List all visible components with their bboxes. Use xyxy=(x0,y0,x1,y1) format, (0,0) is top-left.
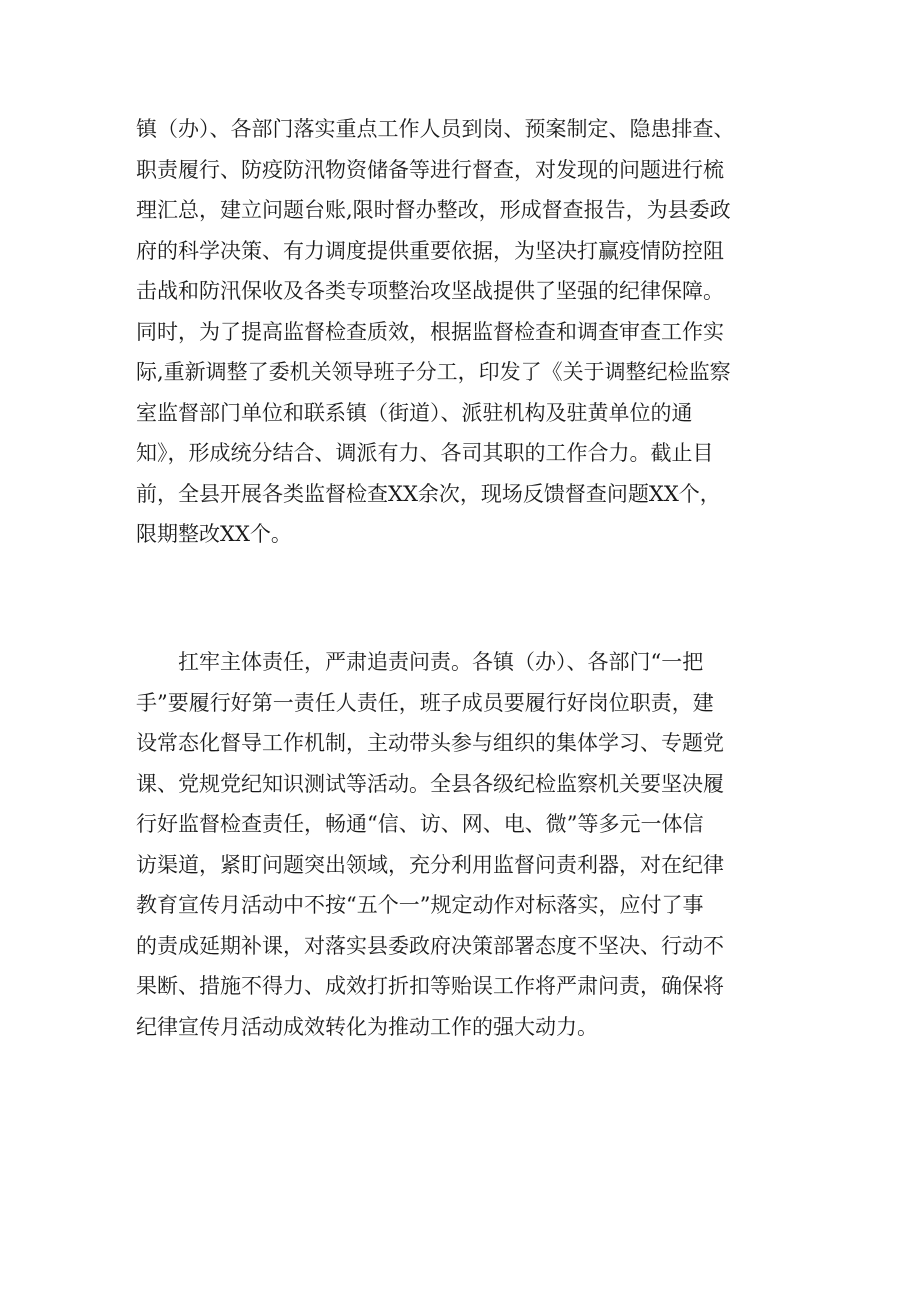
body-paragraph-2 xyxy=(136,642,786,1047)
paragraph-line: 纪律宣传月活动成效转化为推动工作的强大动力。 xyxy=(136,1014,598,1039)
paragraph-line: 的责成延期补课，对落实县委政府决策部署态度不坚决、行动不 xyxy=(136,933,724,958)
paragraph-line: 访渠道，紧盯问题突出领域，充分利用监督问责利器，对在纪律 xyxy=(136,852,724,877)
paragraph-line: 府的科学决策、有力调度提供重要依据，为坚决打赢疫情防控阻 xyxy=(136,238,724,263)
body-paragraph-1 xyxy=(136,109,786,555)
paragraph-line: 同时，为了提高监督检查质效，根据监督检查和调查审查工作实 xyxy=(136,319,724,344)
paragraph-line: 镇（办）、各部门落实重点工作人员到岗、预案制定、隐患排查、 xyxy=(136,117,735,141)
paragraph-line: 理汇总，建立问题台账,限时督办整改，形成督查报告，为县委政 xyxy=(136,198,731,222)
paragraph-line: 前，全县开展各类监督检查XX余次，现场反馈督查问题XX个， xyxy=(136,481,721,506)
paragraph-line: 职责履行、防疫防汛物资储备等进行督查，对发现的问题进行梳 xyxy=(136,157,724,182)
paragraph-line: 室监督部门单位和联系镇（街道）、派驻机构及驻黄单位的通 xyxy=(136,400,693,425)
paragraph-line: 教育宣传月活动中不按“五个一”规定动作对标落实，应付了事 xyxy=(136,893,704,917)
paragraph-line: 际,重新调整了委机关领导班子分工，印发了《关于调整纪检监察 xyxy=(136,360,731,384)
paragraph-line: 扛牢主体责任，严肃追责问责。各镇（办）、各部门“一把 xyxy=(178,650,704,674)
paragraph-line: 设常态化督导工作机制，主动带头参与组织的集体学习、专题党 xyxy=(136,731,724,755)
paragraph-line: 限期整改XX个。 xyxy=(136,522,292,546)
paragraph-line: 果断、措施不得力、成效打折扣等贻误工作将严肃问责，确保将 xyxy=(136,974,724,998)
paragraph-line: 击战和防汛保收及各类专项整治攻坚战提供了坚强的纪律保障。 xyxy=(136,279,724,303)
paragraph-line: 行好监督检查责任，畅通“信、访、网、电、微”等多元一体信 xyxy=(136,812,704,836)
paragraph-line: 手”要履行好第一责任人责任，班子成员要履行好岗位职责，建 xyxy=(136,690,714,715)
paragraph-line: 知》，形成统分结合、调派有力、各司其职的工作合力。截止目 xyxy=(136,441,714,465)
paragraph-line: 课、党规党纪知识测试等活动。全县各级纪检监察机关要坚决履 xyxy=(136,771,724,796)
